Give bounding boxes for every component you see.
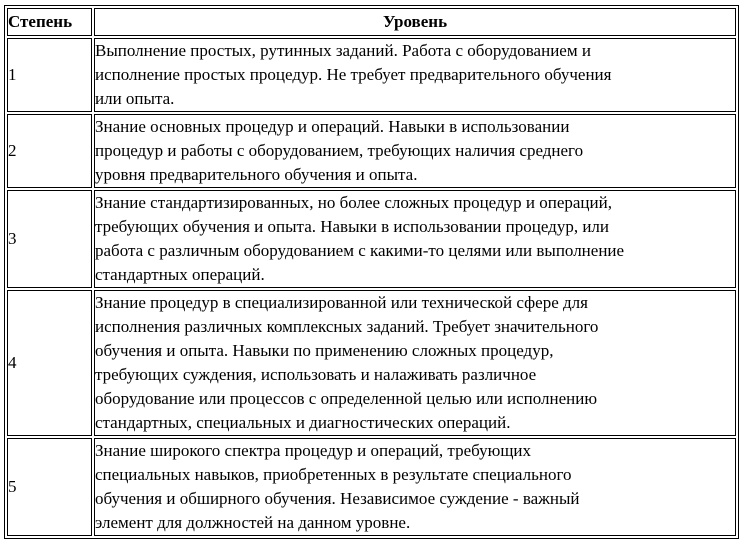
description-line: стандартных операций. xyxy=(95,265,265,284)
degree-cell: 2 xyxy=(7,114,92,188)
description-line: уровня предварительного обучения и опыта. xyxy=(95,165,418,184)
level-description xyxy=(94,438,736,536)
degree-cell: 1 xyxy=(7,38,92,112)
description-line: Знание процедур в специализированной или технической сфере для xyxy=(95,293,588,312)
description-line: работа с различным оборудованием с какими-то целями или выполнение xyxy=(95,241,625,260)
description-line: исполнения различных комплексных заданий. Требует значительного xyxy=(95,317,599,336)
table-row xyxy=(7,438,736,536)
header-level: Уровень xyxy=(94,8,736,36)
level-description xyxy=(94,190,736,288)
document-page xyxy=(4,5,739,539)
description-line: исполнение простых процедур. Не требует предварительного обучения xyxy=(95,65,612,84)
description-line: требующих суждения, использовать и налаживать различное xyxy=(95,365,537,384)
description-line: обучения и обширного обучения. Независимое суждение - важный xyxy=(95,489,580,508)
table-header-row xyxy=(7,8,736,36)
description-line: Знание основных процедур и операций. Навыки в использовании xyxy=(95,117,570,136)
skill-levels-table xyxy=(4,5,739,539)
description-line: Знание стандартизированных, но более сложных процедур и операций, xyxy=(95,193,612,212)
header-degree: Степень xyxy=(7,8,92,36)
table-row xyxy=(7,190,736,288)
description-line: требующих обучения и опыта. Навыки в использовании процедур, или xyxy=(95,217,609,236)
level-description xyxy=(94,38,736,112)
degree-cell: 4 xyxy=(7,290,92,436)
level-description xyxy=(94,114,736,188)
description-line: элемент для должностей на данном уровне. xyxy=(95,513,411,532)
level-description xyxy=(94,290,736,436)
description-line: или опыта. xyxy=(95,89,175,108)
description-line: специальных навыков, приобретенных в результате специального xyxy=(95,465,572,484)
description-line: обучения и опыта. Навыки по применению сложных процедур, xyxy=(95,341,554,360)
description-line: оборудование или процессов с определенной целью или исполнению xyxy=(95,389,598,408)
description-line: стандартных, специальных и диагностических операций. xyxy=(95,413,511,432)
table-row xyxy=(7,114,736,188)
description-line: Выполнение простых, рутинных заданий. Работа с оборудованием и xyxy=(95,41,591,60)
table-row xyxy=(7,290,736,436)
description-line: Знание широкого спектра процедур и операций, требующих xyxy=(95,441,532,460)
table-row xyxy=(7,38,736,112)
degree-cell: 3 xyxy=(7,190,92,288)
degree-cell: 5 xyxy=(7,438,92,536)
description-line: процедур и работы с оборудованием, требующих наличия среднего xyxy=(95,141,584,160)
